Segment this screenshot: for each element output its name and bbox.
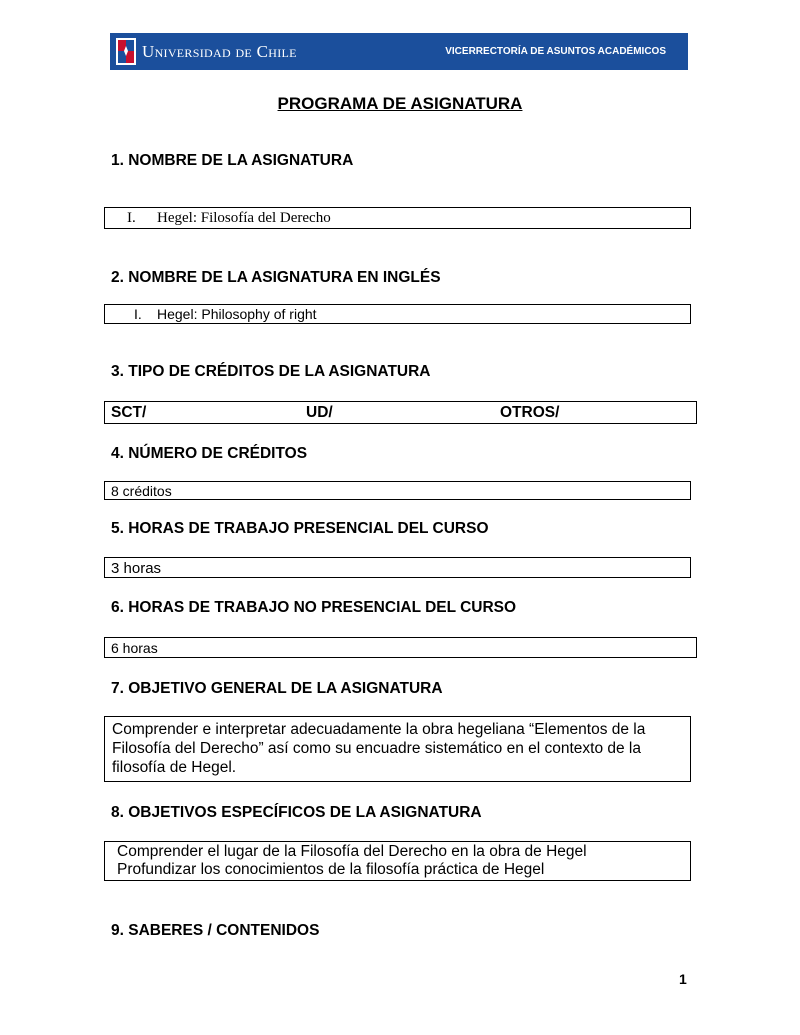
document-title: PROGRAMA DE ASIGNATURA — [277, 94, 523, 113]
section-4-heading: 4. NÚMERO DE CRÉDITOS — [111, 445, 308, 462]
credit-type-otros: OTROS/ — [500, 404, 560, 421]
section-6-heading: 6. HORAS DE TRABAJO NO PRESENCIAL DEL CURSO — [111, 599, 517, 616]
course-name-value: Hegel: Filosofía del Derecho — [157, 210, 331, 226]
specific-objective-2: Profundizar los conocimientos de la filosofía práctica de Hegel — [117, 861, 545, 878]
credit-type-sct: SCT/ — [111, 404, 147, 421]
specific-objective-1: Comprender el lugar de la Filosofía del Derecho en la obra de Hegel — [117, 843, 587, 860]
section-9-heading: 9. SABERES / CONTENIDOS — [111, 922, 320, 939]
general-objective-box — [104, 716, 691, 782]
section-1-heading: 1. NOMBRE DE LA ASIGNATURA — [111, 152, 354, 169]
header-banner — [110, 33, 688, 70]
general-objective-text: Comprender e interpretar adecuadamente la obra hegeliana “Elementos de la Filosofía del Derecho” así como su encuadre sistemático en el contexto de la filosofía de Hegel. — [112, 721, 646, 776]
course-name-numeral: I. — [127, 210, 136, 226]
course-name-english-box — [104, 304, 691, 324]
course-name-box — [104, 207, 691, 229]
presential-hours-box — [104, 557, 691, 578]
section-3-heading: 3. TIPO DE CRÉDITOS DE LA ASIGNATURA — [111, 363, 431, 380]
course-name-english-numeral: I. — [134, 306, 142, 322]
credits-number-value: 8 créditos — [111, 483, 172, 499]
credits-number-box — [104, 481, 691, 500]
section-7-heading: 7. OBJETIVO GENERAL DE LA ASIGNATURA — [111, 680, 443, 697]
section-5-heading: 5. HORAS DE TRABAJO PRESENCIAL DEL CURSO — [111, 520, 489, 537]
non-presential-hours-box — [104, 637, 697, 658]
university-name: Universidad de Chile — [142, 42, 297, 61]
vicerrectoria-label: VICERRECTORÍA DE ASUNTOS ACADÉMICOS — [445, 46, 666, 57]
course-name-english-value: Hegel: Philosophy of right — [157, 306, 317, 322]
credit-type-box — [104, 401, 697, 424]
presential-hours-value: 3 horas — [111, 560, 162, 577]
section-2-heading: 2. NOMBRE DE LA ASIGNATURA EN INGLÉS — [111, 269, 441, 286]
section-8-heading: 8. OBJETIVOS ESPECÍFICOS DE LA ASIGNATURA — [111, 804, 482, 821]
credit-type-ud: UD/ — [306, 404, 333, 421]
page-number: 1 — [679, 971, 687, 987]
non-presential-hours-value: 6 horas — [111, 640, 158, 656]
specific-objectives-box — [104, 841, 691, 881]
university-crest-icon — [115, 37, 137, 66]
